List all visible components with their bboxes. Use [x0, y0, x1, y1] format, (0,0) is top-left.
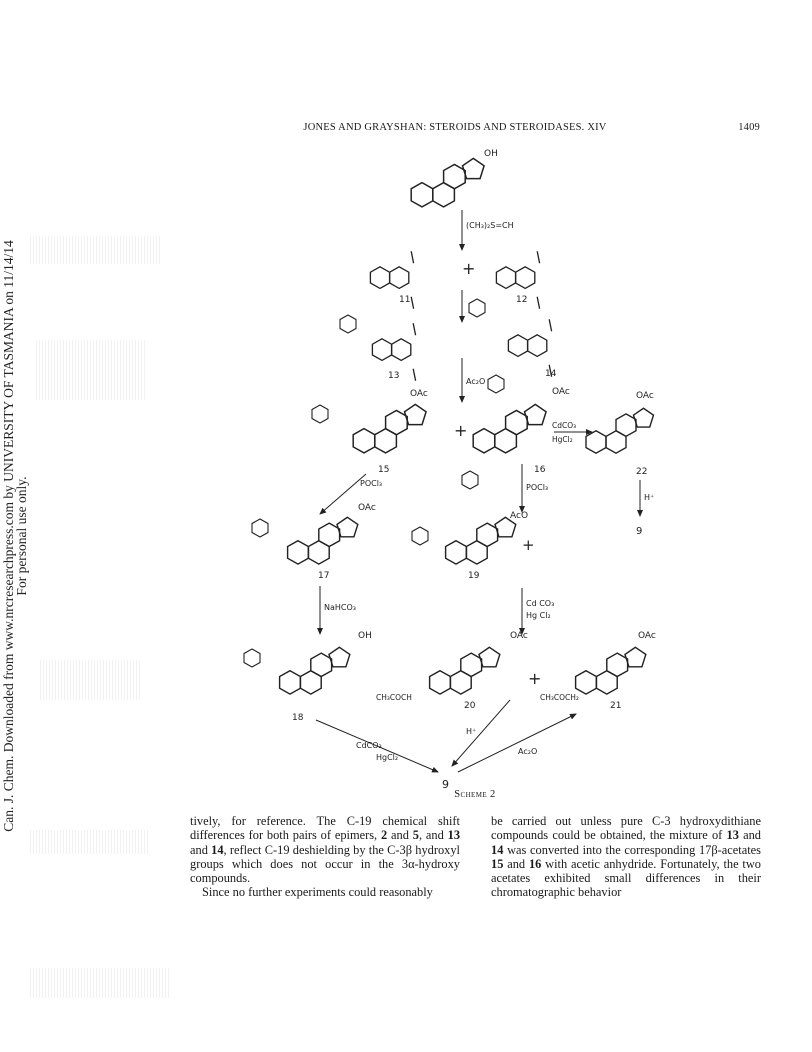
compound-number: 19 [468, 571, 480, 581]
reagent-label: POCl₃ [360, 479, 383, 488]
compound-number: 16 [534, 465, 546, 475]
reagent-label: CdCO₃ [552, 421, 577, 430]
group-label: OAc [552, 387, 570, 397]
reaction-scheme [200, 140, 660, 790]
text-run: and [738, 828, 761, 843]
group-label: CH₃COCH [376, 693, 412, 702]
compound-number: 11 [399, 295, 411, 305]
compound-number: 12 [516, 295, 528, 305]
compound-number: 9 [636, 526, 643, 537]
text-run: was converted into the corresponding 17β-acetates [503, 842, 761, 857]
group-label: OH [358, 631, 372, 641]
structure-dithiane [252, 519, 268, 537]
text-run: , reflect C-19 deshielding by the C-3β hydroxyl groups which does not occur in the 3α-hydroxy compounds. [190, 842, 460, 886]
structure-dithiane [340, 315, 356, 333]
group-label: OAc [636, 391, 654, 401]
structure-dithiane [488, 375, 504, 393]
compound-reference: 2 [381, 828, 388, 843]
structure-steroid [473, 404, 546, 453]
plus-sign: + [462, 259, 476, 278]
structure-dithiane [462, 471, 478, 489]
structure-dithiane [469, 299, 485, 317]
text-run: tively, for reference. The C-19 chemical shift differences for both pairs of epimers, [190, 814, 460, 843]
scan-artifact [30, 830, 150, 854]
group-label: OAc [638, 631, 656, 641]
compound-number: 14 [545, 369, 557, 379]
watermark-line-1: Can. J. Chem. Downloaded from www.nrcresearchpress.com by UNIVERSITY OF TASMANIA on 11/14/14 [1, 240, 16, 832]
text-run: and [503, 856, 529, 871]
reagent-label: HgCl₂ [376, 753, 399, 762]
structure-dithiane [244, 649, 260, 667]
compound-reference: 15 [491, 856, 504, 871]
compound-number: 15 [378, 465, 390, 475]
structure-steroid [446, 517, 516, 564]
body-column-right [491, 814, 761, 900]
reagent-label: POCl₃ [526, 483, 549, 492]
compound-number: 20 [464, 701, 476, 711]
group-label: OAc [358, 503, 376, 513]
scan-artifact [36, 340, 146, 400]
compound-number: 18 [292, 713, 304, 723]
structure-dithiane [312, 405, 328, 423]
reagent-label: Ac₂O [518, 747, 538, 756]
reagent-label: Cd CO₃ [526, 599, 555, 608]
structure-steroid [353, 404, 426, 453]
reagent-label: Ac₂O [466, 377, 486, 386]
group-label: OH [484, 149, 498, 159]
watermark-line-2: For personal use only. [14, 476, 29, 596]
page-number: 1409 [738, 122, 760, 133]
structure-steroid [430, 647, 500, 694]
compound-reference: 14 [211, 842, 224, 857]
compound-number: 21 [610, 701, 622, 711]
structure-steroid [280, 647, 350, 694]
compound-number: 13 [388, 371, 400, 381]
text-run: and [387, 828, 413, 843]
plus-sign: + [522, 536, 535, 554]
group-label: OAc [510, 631, 528, 641]
compound-reference: 16 [528, 856, 542, 871]
reagent-label: H⁺ [644, 493, 655, 502]
compound-reference: 13 [447, 828, 461, 843]
structure-steroid [288, 517, 358, 564]
page-header [190, 122, 760, 138]
group-label: AcO [510, 511, 529, 521]
plus-sign: + [454, 421, 468, 440]
compound-number: 17 [318, 571, 330, 581]
scan-artifact [30, 236, 160, 264]
reagent-label: H⁺ [466, 727, 477, 736]
structure-steroid [411, 149, 498, 207]
structure-steroid [576, 647, 646, 694]
text-run: be carried out unless pure C-3 hydroxydithiane compounds could be obtained, the mixture of [491, 814, 761, 843]
scan-artifact [30, 968, 170, 998]
paragraph: Since no further experiments could reasonably [202, 885, 433, 900]
scan-artifact [40, 660, 140, 700]
paragraph [190, 814, 460, 885]
reagent-label: HgCl₂ [552, 435, 573, 444]
reagent-label: Hg Cl₂ [526, 611, 551, 620]
compound-number: 22 [636, 467, 648, 477]
compound-reference: 14 [491, 842, 504, 857]
text-run: , and [418, 828, 448, 843]
structure-steroid [586, 408, 654, 453]
reagent-label: NaHCO₃ [324, 603, 356, 612]
body-column-left [190, 814, 460, 900]
group-label: CH₃COCH₂ [540, 693, 579, 702]
structure-dithiane [412, 527, 428, 545]
plus-sign: + [528, 669, 542, 688]
download-watermark [2, 216, 28, 856]
compound-reference: 13 [726, 828, 739, 843]
reagent-label: (CH₃)₂S=CH [466, 221, 514, 230]
running-title: JONES AND GRAYSHAN: STEROIDS AND STEROIDASES. XIV [303, 122, 607, 133]
group-label: OAc [410, 389, 428, 399]
paragraph [491, 814, 761, 900]
text-run: with acetic anhydride. Fortunately, the two acetates exhibited small differences in their chromatographic behavior [491, 856, 761, 900]
compound-number: 9 [442, 778, 449, 790]
reagent-label: CdCO₃ [356, 741, 382, 750]
scheme-caption: Scheme 2 [454, 789, 496, 800]
text-run: and [190, 842, 212, 857]
compound-reference: 5 [412, 828, 419, 843]
